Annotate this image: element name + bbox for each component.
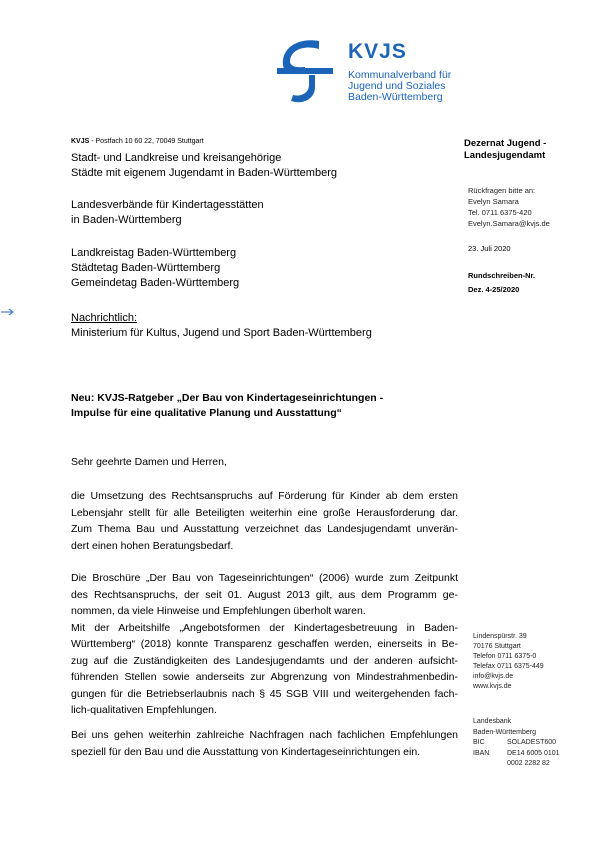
recipient-group-2 — [71, 198, 264, 228]
body-line: Die Broschüre „Der Bau von Tageseinrichtungen“ (2006) wurde zum Zeitpunkt — [71, 572, 458, 584]
contact-email: Evelyn.Samara@kvjs.de — [468, 219, 550, 228]
body-line: des Rechtsanspruchs, der seit 01. August 2013 gilt, aus dem Programm ge- — [71, 588, 458, 601]
cc-recipient: Ministerium für Kultus, Jugend und Sport Baden-Württemberg — [71, 327, 372, 339]
iban-row — [473, 749, 560, 760]
body-line: Zum Thema Bau und Ausstattung verzeichnet das Landesjugendamt unverän- — [71, 523, 458, 535]
letter-date: 23. Juli 2020 — [468, 244, 511, 253]
cc-label: Nachrichtlich: — [71, 312, 138, 324]
footer-email: info@kvjs.de — [473, 673, 514, 680]
sender-line — [71, 138, 204, 145]
recipient-line: in Baden-Württemberg — [71, 214, 182, 226]
iban-value: DE14 6005 0101 — [507, 749, 560, 757]
body-line: Mit der Arbeitshilfe „Angebotsformen der Kindertagesbetreuung in Baden- — [71, 621, 458, 634]
body-line: lich-qualitativen Empfehlungen. — [71, 704, 217, 716]
body-line: die Umsetzung des Rechtsanspruchs auf Förderung für Kinder ab dem ersten — [71, 490, 458, 502]
arrow-right-icon — [1, 308, 15, 316]
body-line: Lebensjahr stellt für alle Beteiligten weiterhin eine große Herausforderung dar. — [71, 506, 458, 519]
body-line: zug auf die Zuständigkeiten des Landesjugendamts und der anderen aufsicht- — [71, 654, 458, 667]
subject-heading — [71, 391, 383, 421]
body-line: nommen, da viele Hinweise und Empfehlungen überholt waren. — [71, 605, 366, 617]
footer-bank — [473, 717, 560, 770]
bank-name-line: Baden-Württemberg — [473, 728, 537, 736]
body-line: führenden Stellen sowie anderseits zur Abgrenzung von Mindestrahmenbedin- — [71, 671, 458, 683]
body-line: Bei uns gehen weiterhin zahlreiche Nachfragen nach fachlichen Empfehlungen — [71, 729, 458, 741]
contact-block — [468, 185, 550, 229]
bic-label: BIC — [473, 739, 485, 746]
body-line: gungen für die Betriebserlaubnis nach § 45 SGB VIII und weitergehenden fach- — [71, 687, 458, 700]
body-line: Württemberg“ (2018) konnte Transparenz geschaffen werden, einerseits in Be- — [71, 638, 458, 650]
footer-line: Lindenspürstr. 39 — [473, 633, 527, 640]
contact-line: Rückfragen bitte an: — [468, 186, 536, 195]
recipient-line: Städtetag Baden-Württemberg — [71, 262, 221, 274]
subject-line: Neu: KVJS-Ratgeber „Der Bau von Kindertageseinrichtungen - — [71, 392, 384, 404]
logo-subtitle-line: Jugend und Soziales — [348, 80, 446, 92]
contact-line: Tel. 0711 6375-420 — [468, 208, 532, 217]
logo-subtitle — [348, 70, 451, 103]
recipient-group-1 — [71, 151, 337, 181]
recipient-line: Stadt- und Landkreise und kreisangehörige — [71, 152, 282, 164]
footer-line: Telefon 0711 6375-0 — [473, 653, 537, 660]
logo-wordmark: KVJS — [348, 40, 407, 63]
recipient-line: Landesverbände für Kindertagesstätten — [71, 199, 264, 211]
footer-line: Telefax 0711 6375-449 — [473, 663, 544, 670]
bic-row — [473, 738, 560, 749]
circular-number: Dez. 4-25/2020 — [468, 285, 520, 294]
subject-line: Impulse für eine qualitative Planung und Ausstattung“ — [71, 407, 342, 419]
body-paragraph-3 — [71, 727, 458, 760]
recipient-group-3 — [71, 246, 239, 291]
bic-value: SOLADEST600 — [507, 739, 557, 746]
body-paragraph-1 — [71, 488, 458, 554]
bank-name-line: Landesbank — [473, 718, 512, 725]
iban-row-cont — [473, 759, 560, 770]
sender-org: KVJS — [71, 138, 90, 145]
department-heading: Dezernat Jugend - Landesjugendamt — [464, 138, 547, 161]
recipient-line: Gemeindetag Baden-Württemberg — [71, 277, 240, 289]
sender-address: - Postfach 10 60 22, 70049 Stuttgart — [89, 138, 204, 145]
footer-website: www.kvjs.de — [473, 683, 512, 690]
logo-subtitle-line: Kommunalverband für — [348, 69, 452, 81]
kvjs-logo-mark — [275, 35, 335, 105]
recipient-line: Landkreistag Baden-Württemberg — [71, 247, 237, 259]
cc-block — [71, 311, 372, 341]
iban-value-cont: 0002 2282 82 — [507, 760, 550, 767]
iban-label: IBAN — [473, 749, 490, 757]
body-line: speziell für den Bau und die Ausstattung von Kindertageseinrichtungen ein. — [71, 745, 421, 758]
body-line: dert einen hohen Beratungsbedarf. — [71, 539, 234, 552]
circular-label: Rundschreiben-Nr. — [468, 271, 536, 280]
contact-line: Evelyn Samara — [468, 197, 519, 206]
logo-subtitle-line: Baden-Württemberg — [348, 91, 443, 103]
recipient-line: Städte mit eigenem Jugendamt in Baden-Württemberg — [71, 167, 337, 179]
body-paragraph-2 — [71, 570, 458, 719]
footer-address — [473, 632, 544, 692]
salutation: Sehr geehrte Damen und Herren, — [71, 456, 227, 468]
circular-info — [468, 269, 535, 297]
footer-line: 70176 Stuttgart — [473, 643, 521, 650]
